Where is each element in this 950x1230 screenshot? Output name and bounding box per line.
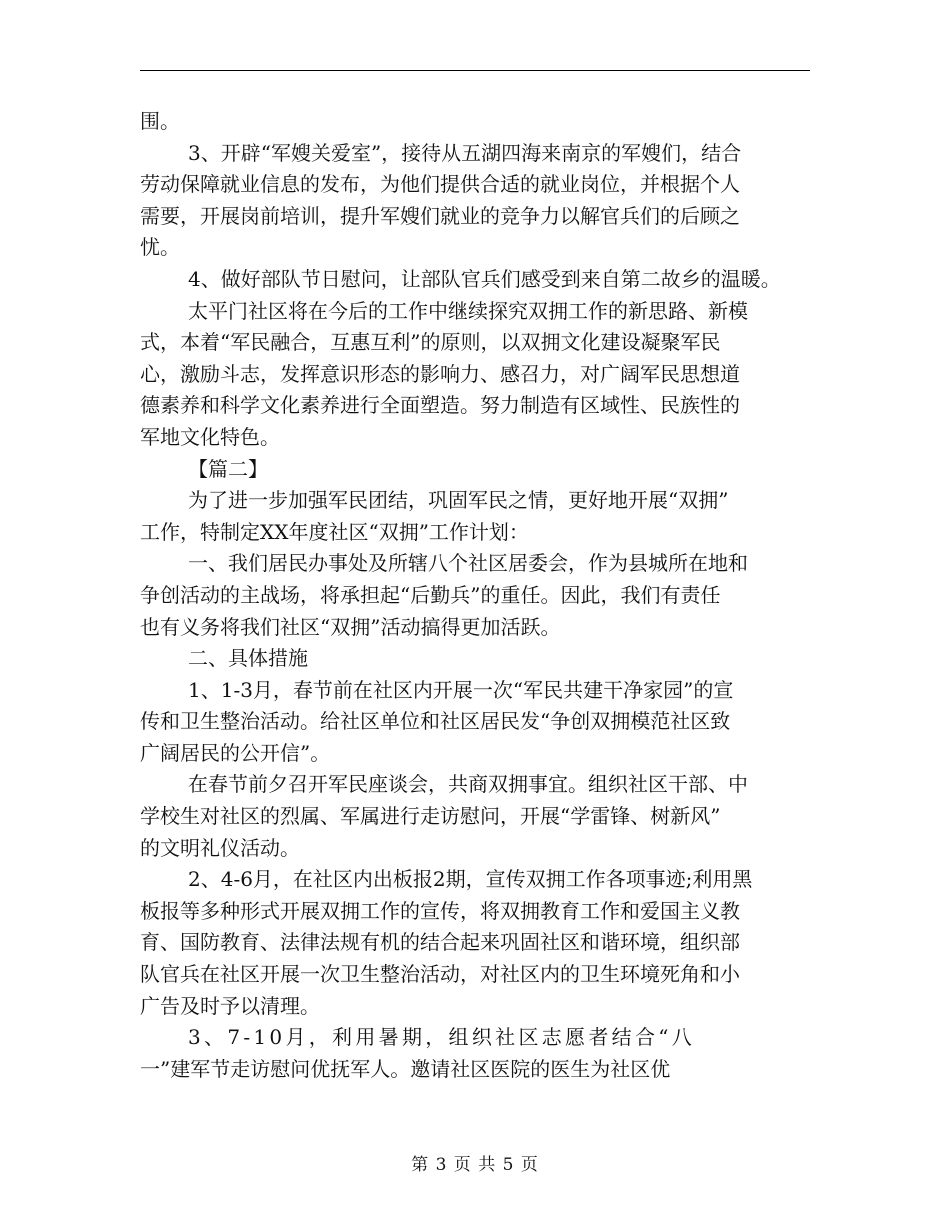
text-line: 需要，开展岗前培训，提升军嫂们就业的竞争力以解官兵们的后顾之	[140, 203, 740, 228]
text-line: 式，本着“军民融合，互惠互利”的原则，以双拥文化建设凝聚军民	[140, 330, 721, 355]
text-line: 3、7-10月，利用暑期，组织社区志愿者结合“八	[188, 1025, 696, 1050]
text-line: 4、做好部队节日慰问，让部队官兵们感受到来自第二故乡的温暖。	[188, 266, 781, 291]
text-line: 二、具体措施	[188, 646, 308, 671]
text-line: 广告及时予以清理。	[140, 993, 320, 1018]
text-line: 队官兵在社区开展一次卫生整治活动，对社区内的卫生环境死角和小	[140, 962, 740, 987]
text-line: 德素养和科学文化素养进行全面塑造。努力制造有区域性、民族性的	[140, 393, 740, 418]
header-rule	[140, 70, 810, 71]
section-heading: 【篇二】	[188, 456, 268, 481]
text-line: 在春节前夕召开军民座谈会，共商双拥事宜。组织社区干部、中	[188, 772, 748, 797]
text-line: 工作，特制定XX年度社区“双拥”工作计划：	[140, 519, 529, 544]
text-line: 一、我们居民办事处及所辖八个社区居委会，作为县城所在地和	[188, 551, 748, 576]
document-body	[140, 106, 830, 1085]
text-line: 3、开辟“军嫂关爱室”，接待从五湖四海来南京的军嫂们，结合	[188, 140, 742, 165]
text-line: 育、国防教育、法律法规有机的结合起来巩固社区和谐环境，组织部	[140, 930, 740, 955]
text-line: 1、1-3月，春节前在社区内开展一次“军民共建干净家园”的宣	[188, 677, 734, 702]
text-line: 围。	[140, 109, 180, 133]
text-line: 2、4-6月，在社区内出板报2期，宣传双拥工作各项事迹;利用黑	[188, 867, 753, 892]
text-line: 传和卫生整治活动。给社区单位和社区居民发“争创双拥模范社区致	[140, 709, 731, 734]
text-line: 板报等多种形式开展双拥工作的宣传，将双拥教育工作和爱国主义教	[140, 898, 740, 923]
text-line: 劳动保障就业信息的发布，为他们提供合适的就业岗位，并根据个人	[140, 172, 740, 197]
page-number-footer: 第 3 页 共 5 页	[411, 1155, 539, 1175]
text-line: 广阔居民的公开信”。	[140, 740, 331, 765]
text-line: 一”建军节走访慰问优抚军人。邀请社区医院的医生为社区优	[140, 1056, 671, 1081]
text-line: 争创活动的主战场，将承担起“后勤兵”的重任。因此，我们有责任	[140, 582, 721, 607]
text-line: 为了进一步加强军民团结，巩固军民之情，更好地开展“双拥”	[188, 488, 729, 513]
text-line: 心，激励斗志，发挥意识形态的影响力、感召力，对广阔军民思想道	[140, 361, 740, 386]
text-line: 的文明礼仪活动。	[140, 835, 300, 860]
text-line: 忧。	[140, 235, 180, 260]
text-line: 军地文化特色。	[140, 424, 280, 449]
text-line: 也有义务将我们社区“双拥”活动搞得更加活跃。	[140, 614, 561, 639]
text-line: 太平门社区将在今后的工作中继续探究双拥工作的新思路、新模	[188, 298, 748, 323]
text-line: 学校生对社区的烈属、军属进行走访慰问，开展“学雷锋、树新风”	[140, 804, 721, 829]
